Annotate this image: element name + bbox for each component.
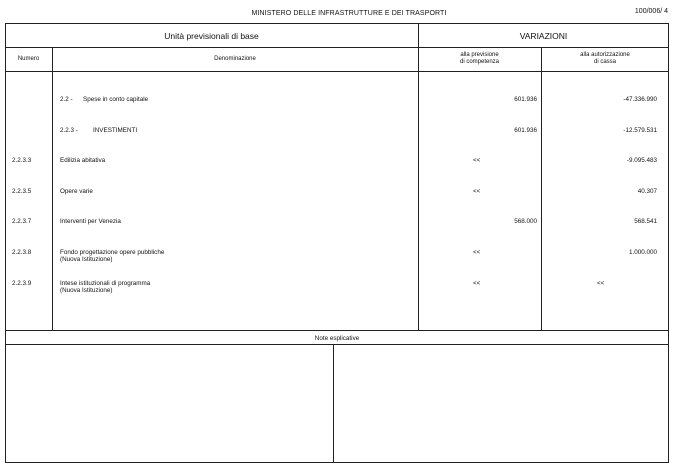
row-numero: 2.2.3.8 bbox=[12, 249, 32, 256]
row-label: Fondo progettazione opere pubbliche bbox=[60, 249, 165, 256]
right-section-title: VARIAZIONI bbox=[519, 31, 568, 41]
col-header-numero: Numero bbox=[17, 56, 40, 62]
row-competenza: 601.936 bbox=[514, 96, 537, 103]
rule-column-header bbox=[5, 71, 669, 72]
row-cassa: 40.307 bbox=[637, 188, 657, 195]
col-header-competenza-line2: di competenza bbox=[459, 59, 500, 65]
row-cassa: 568.541 bbox=[634, 218, 657, 225]
col-header-cassa-line2: di cassa bbox=[593, 59, 616, 65]
col-header-competenza bbox=[418, 52, 541, 66]
budget-table-frame bbox=[5, 23, 669, 463]
row-code: 2.2.3 - bbox=[60, 127, 78, 134]
row-cassa: -12.579.531 bbox=[623, 127, 657, 134]
row-cassa: 1.000.000 bbox=[628, 249, 657, 256]
row-competenza: << bbox=[473, 249, 481, 256]
row-label: Edilizia abitativa bbox=[60, 157, 106, 164]
rule-after-denominazione bbox=[418, 23, 419, 330]
col-header-denominazione: Denominazione bbox=[214, 56, 256, 62]
row-numero: 2.2.3.5 bbox=[12, 188, 32, 195]
row-label: Interventi per Venezia bbox=[60, 218, 121, 225]
row-label: INVESTIMENTI bbox=[93, 127, 138, 134]
row-cassa: << bbox=[597, 280, 605, 287]
row-competenza: 568.000 bbox=[514, 218, 537, 225]
col-header-cassa bbox=[541, 52, 669, 66]
row-competenza: << bbox=[473, 188, 481, 195]
ministry-title: MINISTERO DELLE INFRASTRUTTURE E DEI TRASPORTI bbox=[251, 10, 447, 17]
row-label: Intese istituzionali di programma bbox=[60, 280, 151, 287]
row-cassa: -47.336.990 bbox=[623, 96, 657, 103]
row-numero: 2.2.3.9 bbox=[12, 280, 32, 287]
notes-title: Note esplicative bbox=[314, 335, 360, 342]
rule-after-numero bbox=[52, 47, 53, 330]
rule-notes-header bbox=[5, 344, 669, 345]
row-competenza: 601.936 bbox=[514, 127, 537, 134]
row-sublabel: (Nuova Istituzione) bbox=[60, 287, 113, 294]
row-code: 2.2 - bbox=[60, 96, 73, 103]
rule-table-bottom bbox=[5, 330, 669, 331]
rule-section-header bbox=[5, 47, 669, 48]
row-competenza: << bbox=[473, 157, 481, 164]
row-cassa: -9.095.483 bbox=[626, 157, 657, 164]
left-section-title: Unità previsionali di base bbox=[164, 31, 259, 41]
page-reference: 100/006/ 4 bbox=[634, 8, 668, 15]
row-label: Opere varie bbox=[60, 188, 93, 195]
rule-notes-split bbox=[333, 344, 334, 463]
row-numero: 2.2.3.3 bbox=[12, 157, 32, 164]
row-label: Spese in conto capitale bbox=[83, 96, 149, 103]
col-header-cassa-line1: alla autorizzazione bbox=[580, 52, 630, 58]
col-header-competenza-line1: alla previsione bbox=[460, 52, 499, 58]
row-numero: 2.2.3.7 bbox=[12, 218, 32, 225]
row-sublabel: (Nuova Istituzione) bbox=[60, 256, 113, 263]
row-competenza: << bbox=[473, 280, 481, 287]
